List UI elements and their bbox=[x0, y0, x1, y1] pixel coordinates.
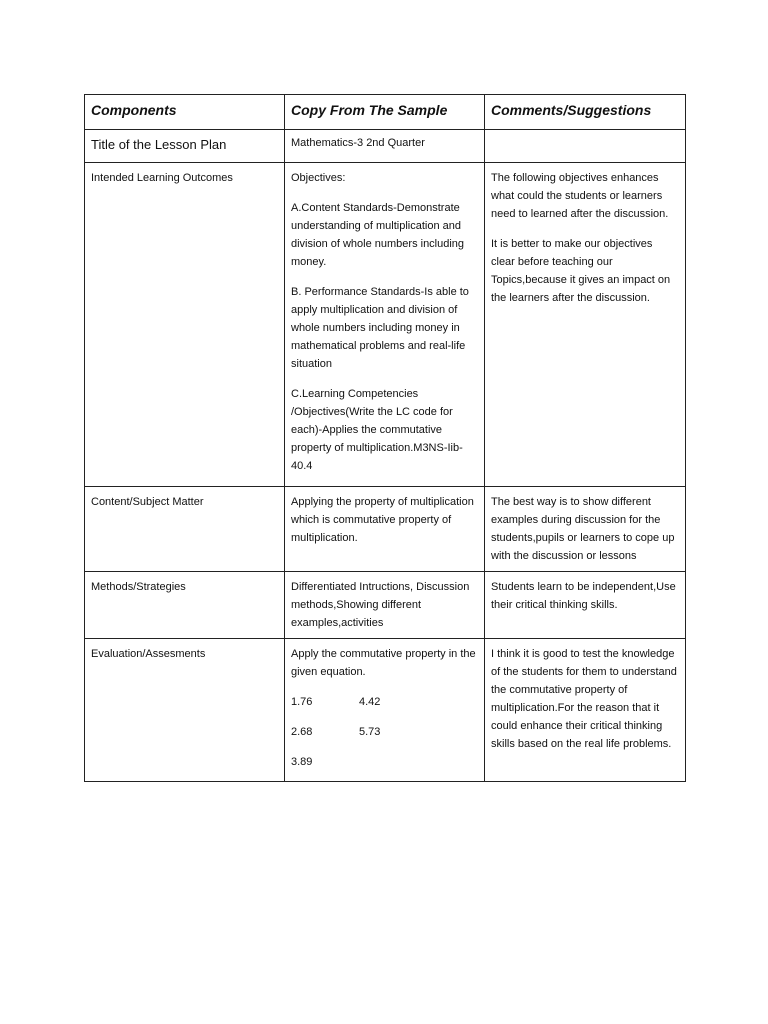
row-label-methods: Methods/Strategies bbox=[85, 572, 285, 639]
answer-list bbox=[291, 693, 478, 771]
header-components: Components bbox=[85, 95, 285, 130]
title-copy-cell: Mathematics-3 2nd Quarter bbox=[285, 130, 485, 163]
outcomes-comment-1: The following objectives enhances what could the students or learners need to learned after the discussion. bbox=[491, 172, 669, 220]
header-comments-suggestions: Comments/Suggestions bbox=[485, 95, 686, 130]
answer-item: 1.76 bbox=[291, 696, 313, 708]
answer-row bbox=[291, 753, 478, 771]
answer-item: 5.73 bbox=[359, 726, 381, 738]
table-row bbox=[85, 487, 686, 572]
objective-learning-competencies: C.Learning Competencies /Objectives(Write the LC code for each)-Applies the commutative property of multiplication.M3NS-Iib-40.4 bbox=[291, 388, 463, 472]
lesson-plan-table bbox=[84, 94, 686, 782]
objective-performance-standards: B. Performance Standards-Is able to apply multiplication and division of whole numbers including money in mathematical problems and real-life situation bbox=[291, 286, 469, 370]
row-label-outcomes: Intended Learning Outcomes bbox=[85, 163, 285, 487]
objective-content-standards: A.Content Standards-Demonstrate understanding of multiplication and division of whole numbers including money. bbox=[291, 202, 465, 268]
title-comments-cell bbox=[485, 130, 686, 163]
evaluation-comments-cell: I think it is good to test the knowledge of the students for them to understand the commutative property of multiplication.For the reason that it could enhance their critical thinking skills based on the real life problems. bbox=[485, 639, 686, 782]
answer-row bbox=[291, 693, 478, 711]
evaluation-copy-cell bbox=[285, 639, 485, 782]
objectives-heading: Objectives: bbox=[291, 172, 346, 184]
methods-copy-cell: Differentiated Intructions, Discussion methods,Showing different examples,activities bbox=[285, 572, 485, 639]
table-row bbox=[85, 163, 686, 487]
table-row bbox=[85, 639, 686, 782]
outcomes-comments-cell bbox=[485, 163, 686, 487]
answer-item: 3.89 bbox=[291, 756, 313, 768]
methods-comments-cell: Students learn to be independent,Use their critical thinking skills. bbox=[485, 572, 686, 639]
row-label-content: Content/Subject Matter bbox=[85, 487, 285, 572]
row-label-evaluation: Evaluation/Assesments bbox=[85, 639, 285, 782]
header-copy-from-sample: Copy From The Sample bbox=[285, 95, 485, 130]
content-copy-cell: Applying the property of multiplication which is commutative property of multiplication. bbox=[285, 487, 485, 572]
outcomes-comment-2: It is better to make our objectives clear before teaching our Topics,because it gives an impact on the learners after the discussion. bbox=[491, 238, 671, 304]
answer-row bbox=[291, 723, 478, 741]
table-row bbox=[85, 130, 686, 163]
table-row bbox=[85, 572, 686, 639]
answer-item: 4.42 bbox=[359, 696, 381, 708]
header-row bbox=[85, 95, 686, 130]
outcomes-copy-cell bbox=[285, 163, 485, 487]
evaluation-instruction: Apply the commutative property in the given equation. bbox=[291, 648, 476, 678]
answer-item: 2.68 bbox=[291, 726, 313, 738]
content-comments-cell: The best way is to show different examples during discussion for the students,pupils or learners to cope up with the discussion or lessons bbox=[485, 487, 686, 572]
row-label-title: Title of the Lesson Plan bbox=[85, 130, 285, 163]
